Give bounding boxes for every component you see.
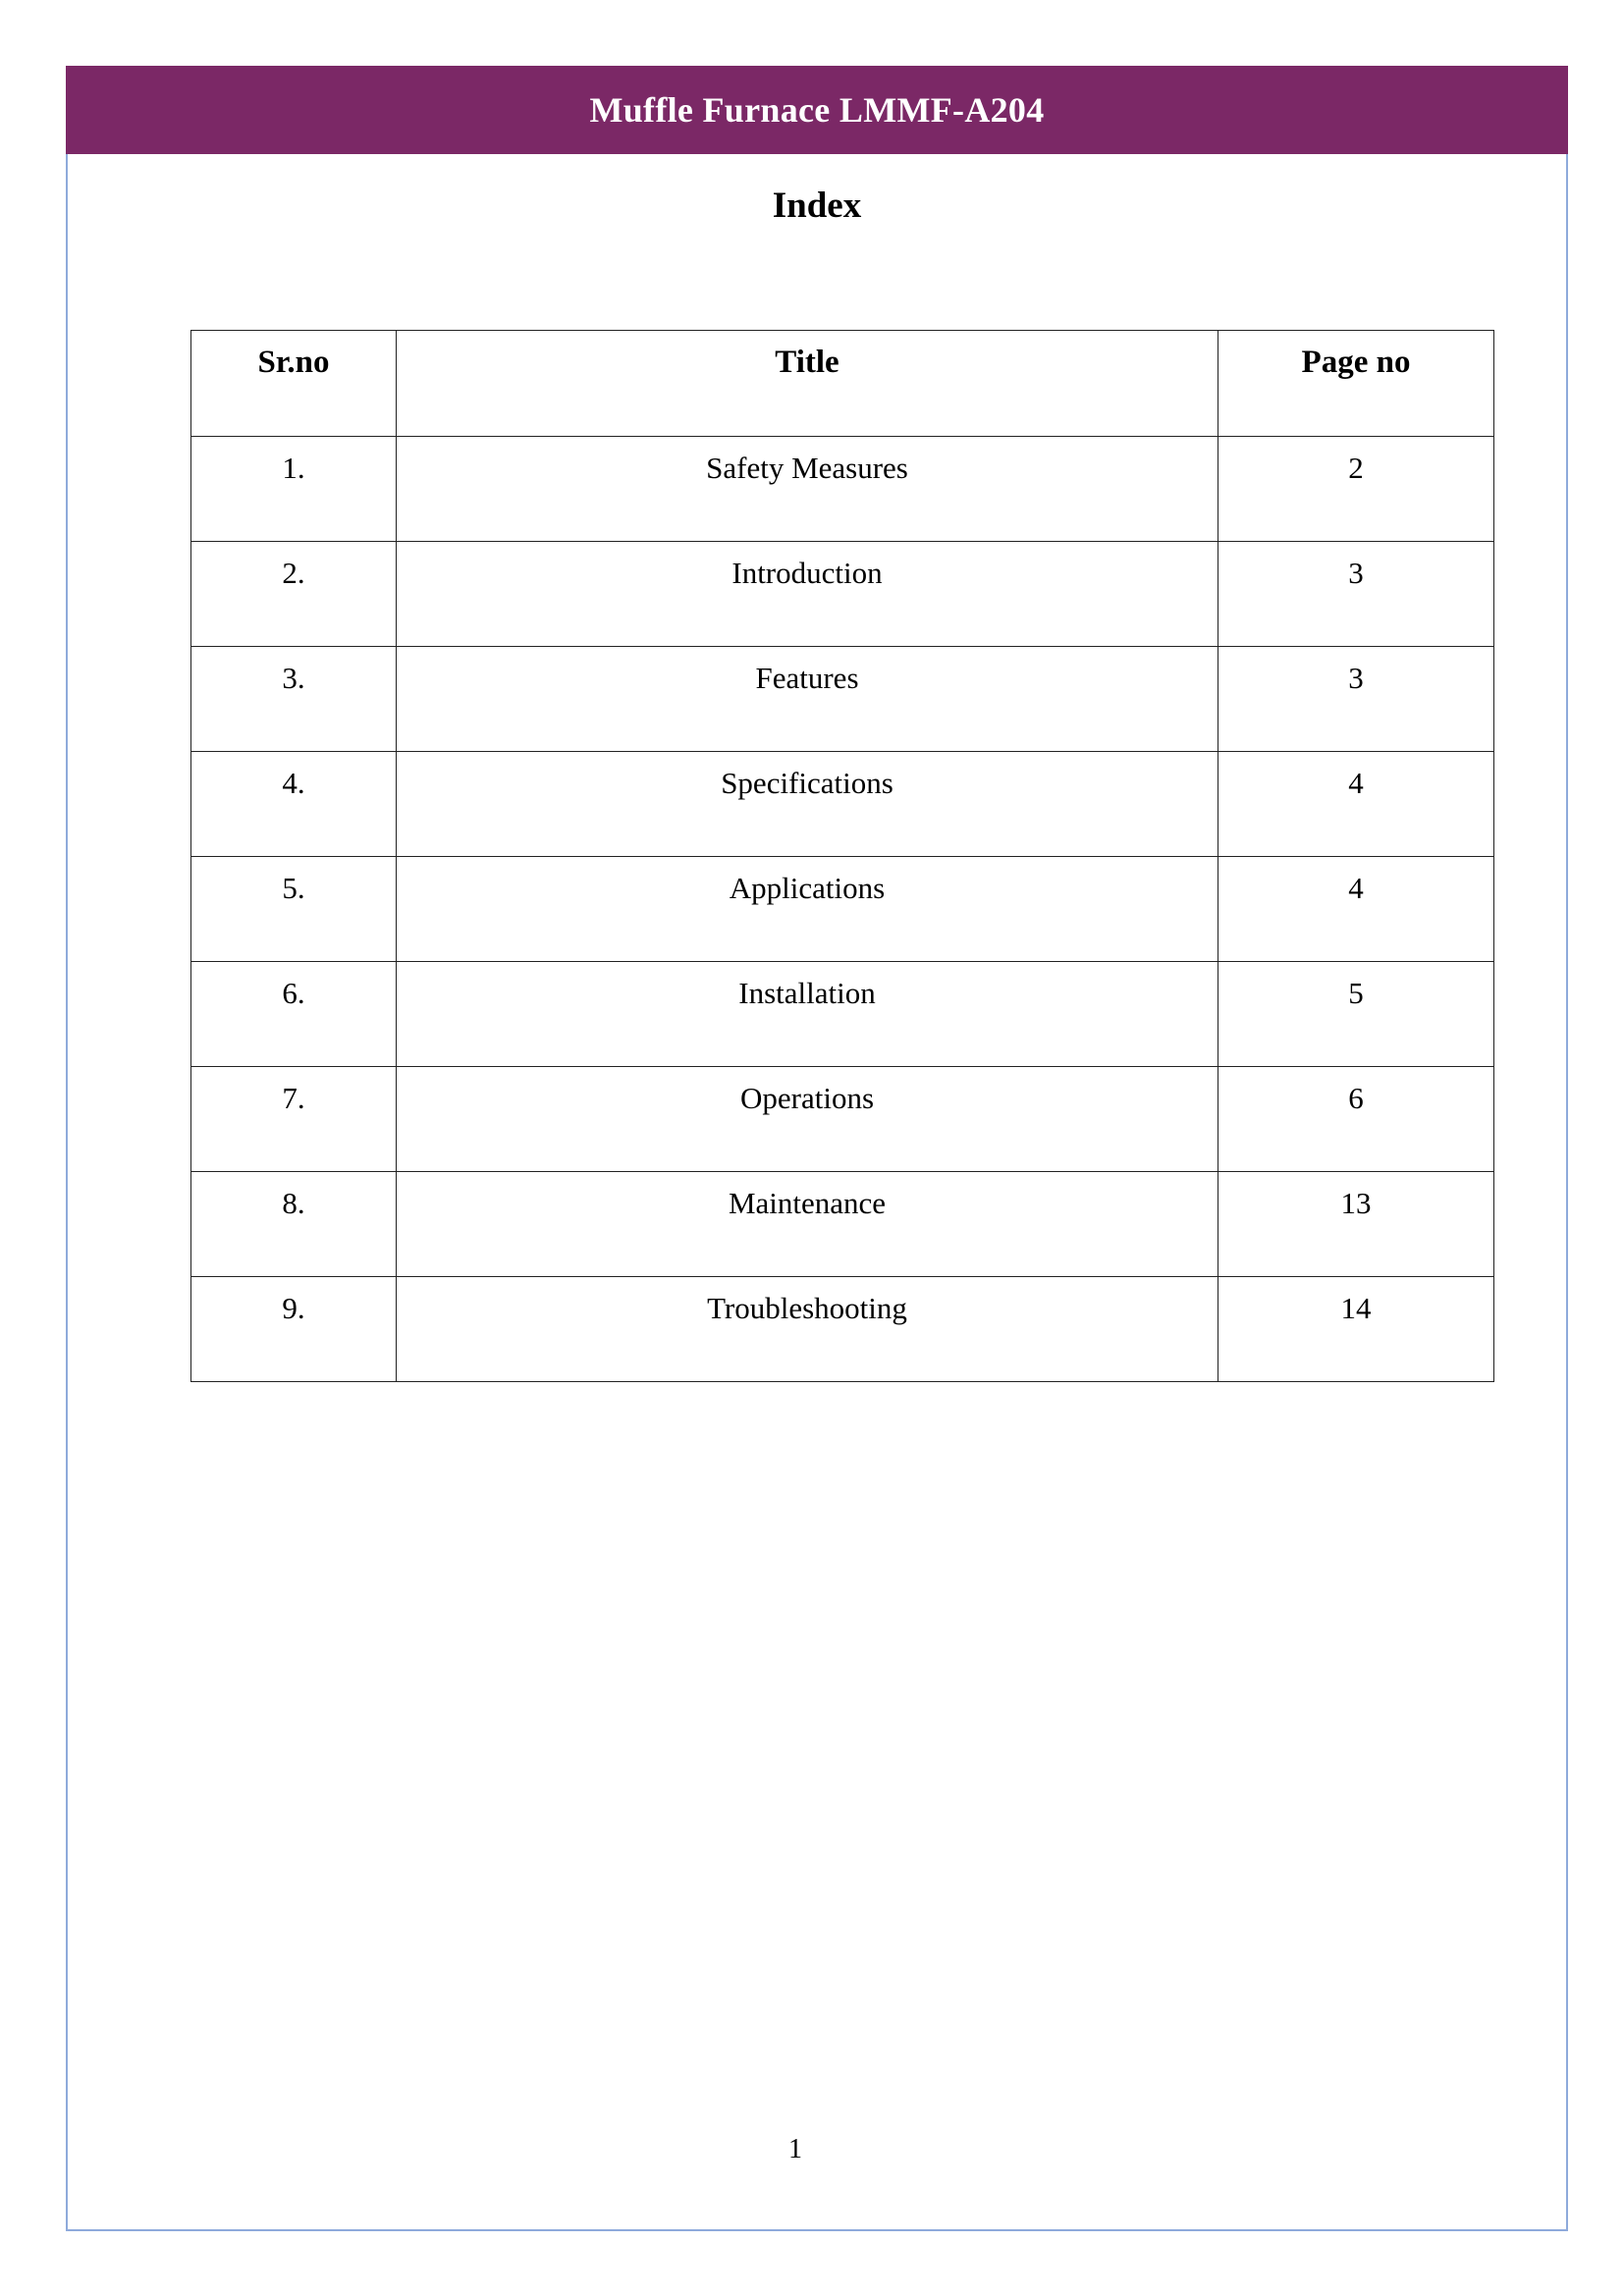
row-sr-no: 2. <box>191 542 397 647</box>
row-page-no: 13 <box>1218 1172 1494 1277</box>
table-row <box>191 1067 1494 1172</box>
row-title: Troubleshooting <box>397 1277 1218 1382</box>
row-page-no: 3 <box>1218 647 1494 752</box>
table-row <box>191 1172 1494 1277</box>
row-sr-no: 1. <box>191 437 397 542</box>
row-page-no: 4 <box>1218 857 1494 962</box>
document-header <box>66 66 1568 154</box>
row-sr-no: 8. <box>191 1172 397 1277</box>
row-page-no: 6 <box>1218 1067 1494 1172</box>
page-number: 1 <box>788 2134 802 2164</box>
row-title: Introduction <box>397 542 1218 647</box>
column-header-title: Title <box>397 331 1218 437</box>
document-title: Muffle Furnace LMMF-A204 <box>589 90 1045 130</box>
row-title: Installation <box>397 962 1218 1067</box>
table-row <box>191 857 1494 962</box>
row-title: Specifications <box>397 752 1218 857</box>
row-page-no: 14 <box>1218 1277 1494 1382</box>
table-row <box>191 962 1494 1067</box>
row-title: Safety Measures <box>397 437 1218 542</box>
table-row <box>191 647 1494 752</box>
row-sr-no: 6. <box>191 962 397 1067</box>
row-title: Maintenance <box>397 1172 1218 1277</box>
row-title: Features <box>397 647 1218 752</box>
index-table <box>190 330 1494 1382</box>
table-row <box>191 437 1494 542</box>
table-row <box>191 1277 1494 1382</box>
column-header-sr-no: Sr.no <box>191 331 397 437</box>
row-title: Operations <box>397 1067 1218 1172</box>
table-row <box>191 752 1494 857</box>
row-sr-no: 5. <box>191 857 397 962</box>
table-header-row <box>191 331 1494 437</box>
row-sr-no: 3. <box>191 647 397 752</box>
table-row <box>191 542 1494 647</box>
row-sr-no: 4. <box>191 752 397 857</box>
row-page-no: 5 <box>1218 962 1494 1067</box>
row-title: Applications <box>397 857 1218 962</box>
column-header-page-no: Page no <box>1218 331 1494 437</box>
row-sr-no: 9. <box>191 1277 397 1382</box>
row-page-no: 2 <box>1218 437 1494 542</box>
row-page-no: 4 <box>1218 752 1494 857</box>
row-page-no: 3 <box>1218 542 1494 647</box>
page-title: Index <box>772 186 862 226</box>
row-sr-no: 7. <box>191 1067 397 1172</box>
